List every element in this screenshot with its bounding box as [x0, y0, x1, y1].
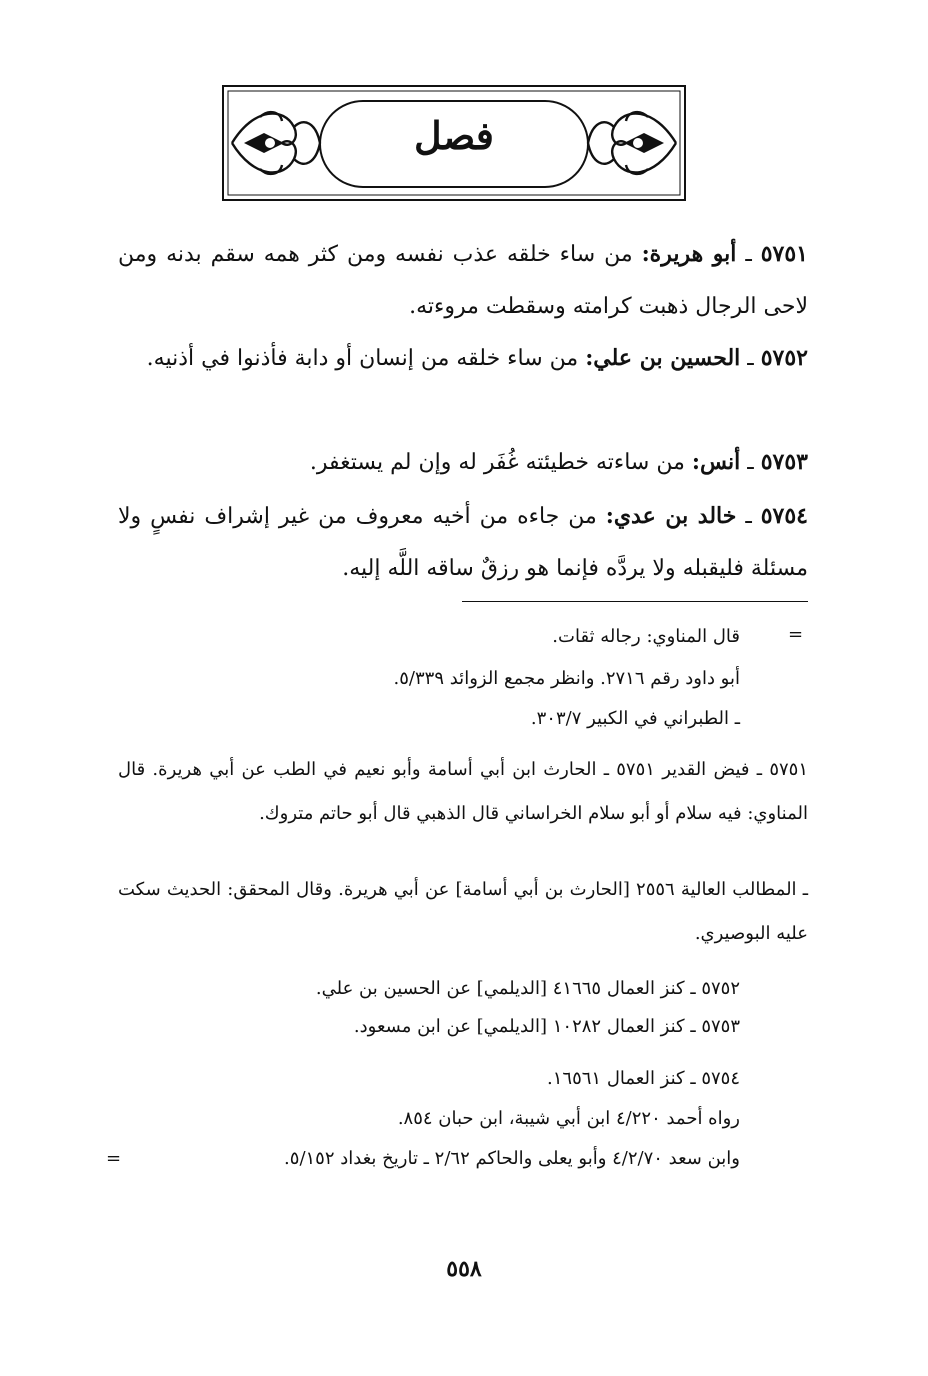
hadith-entry — [118, 228, 808, 333]
entry-narrator: أنس: — [691, 449, 741, 475]
entry-number: ٥٧٥٤ — [760, 503, 808, 529]
footnote-5752: ٥٧٥٢ ـ كنز العمال ٤١٦٦٥ [الديلمي] عن الحسين بن علي. — [315, 978, 740, 999]
footnote-5754-line: رواه أحمد ٤/٢٢٠ ابن أبي شيبة، ابن حبان ٨٥٤. — [397, 1108, 740, 1129]
footnote-5754: ٥٧٥٤ ـ كنز العمال ١٦٥٦١. — [547, 1068, 740, 1089]
footnote-5754-line: وابن سعد ٤/٢/٧٠ وأبو يعلى والحاكم ٢/٦٢ ـ تاريخ بغداد ٥/١٥٢. — [284, 1148, 740, 1169]
footnote-line: أبو داود رقم ٢٧١٦. وانظر مجمع الزوائد ٥/٣٣٩. — [393, 668, 740, 689]
entry-dash: ـ — [745, 504, 752, 529]
entry-number: ٥٧٥١ — [760, 241, 808, 267]
entry-dash: ـ — [747, 450, 754, 475]
footnote-line: ـ الطبراني في الكبير ٣٠٣/٧. — [530, 708, 740, 729]
entry-text: من ساء خلقه عذب نفسه ومن كثر همه سقم بدنه ومن لاحى الرجال ذهبت كرامته وسقطت مروءته. — [118, 242, 808, 319]
end-mark: = — [106, 1148, 122, 1169]
entry-narrator: أبو هريرة: — [641, 241, 737, 267]
footnote-5753: ٥٧٥٣ ـ كنز العمال ١٠٢٨٢ [الديلمي] عن ابن مسعود. — [353, 1016, 740, 1037]
entry-text: من جاءه من أخيه معروف من غير إشراف نفسٍ ولا مسئلة فليقبله ولا يردَّه فإنما هو رزقٌ ساقه اللَّه إليه. — [118, 504, 808, 581]
section-header-frame — [222, 85, 686, 201]
entry-dash: ـ — [745, 242, 752, 267]
hadith-entry — [118, 490, 808, 595]
hadith-entry — [118, 436, 808, 489]
footnote-line: قال المناوي: رجاله ثقات. — [552, 626, 740, 647]
section-title: فصل — [414, 113, 494, 158]
footnote-divider — [462, 601, 808, 602]
hadith-entry — [118, 332, 808, 385]
page-number: ٥٥٨ — [446, 1256, 482, 1282]
entry-number: ٥٧٥٣ — [760, 449, 808, 475]
entry-narrator: الحسين بن علي: — [585, 345, 741, 371]
entry-narrator: خالد بن عدي: — [605, 503, 737, 529]
entry-text: من ساء خلقه من إنسان أو دابة فأذنوا في أذنيه. — [146, 346, 579, 371]
continuation-mark: = — [788, 624, 804, 645]
entry-dash: ـ — [747, 346, 754, 371]
footnote-5751-b: ـ المطالب العالية ٢٥٥٦ [الحارث بن أبي أسامة] عن أبي هريرة. وقال المحقق: الحديث سكت عليه البوصيري. — [118, 879, 808, 944]
entry-text: من ساءته خطيئته غُفَر له وإن لم يستغفر. — [309, 450, 685, 475]
entry-number: ٥٧٥٢ — [760, 345, 808, 371]
footnote-5751: ٥٧٥١ ـ فيض القدير ٥٧٥١ ـ الحارث ابن أبي أسامة وأبو نعيم في الطب عن أبي هريرة. قال المناوي: فيه سلام أو أبو سلام الخراساني قال الذهبي قال أبو حاتم متروك. — [118, 759, 808, 824]
